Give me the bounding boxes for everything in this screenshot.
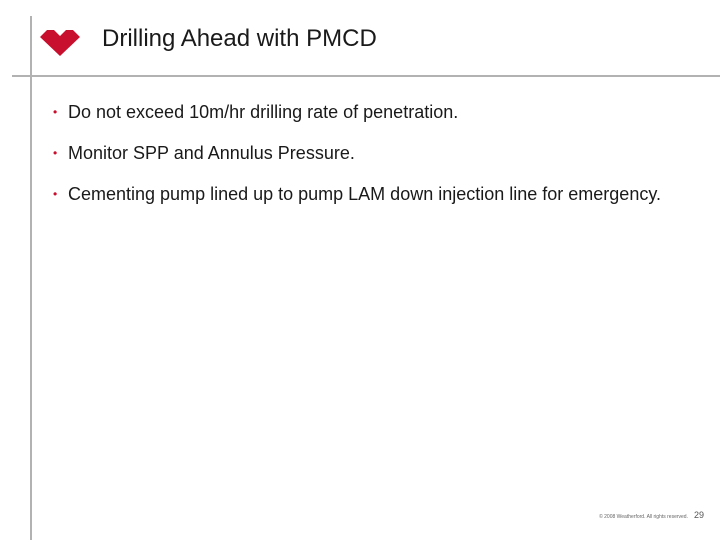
bullet-item (46, 182, 696, 207)
page-number: 29 (693, 510, 704, 520)
slide-footer (599, 510, 704, 520)
bullet-text: Monitor SPP and Annulus Pressure. (68, 143, 355, 163)
bullet-marker: • (53, 187, 58, 201)
vertical-rule (30, 16, 32, 540)
bullet-item (46, 141, 696, 166)
bullet-marker: • (53, 146, 58, 160)
copyright-notice: © 2008 Weatherford. All rights reserved. (599, 514, 688, 520)
bullet-marker: • (53, 105, 58, 119)
bullet-text: Do not exceed 10m/hr drilling rate of penetration. (68, 102, 459, 122)
bullet-list (46, 100, 696, 223)
weatherford-logo-icon (40, 30, 80, 56)
bullet-text: Cementing pump lined up to pump LAM down injection line for emergency. (68, 184, 661, 204)
horizontal-rule (12, 75, 720, 77)
bullet-item (46, 100, 696, 125)
slide-title: Drilling Ahead with PMCD (102, 25, 377, 52)
